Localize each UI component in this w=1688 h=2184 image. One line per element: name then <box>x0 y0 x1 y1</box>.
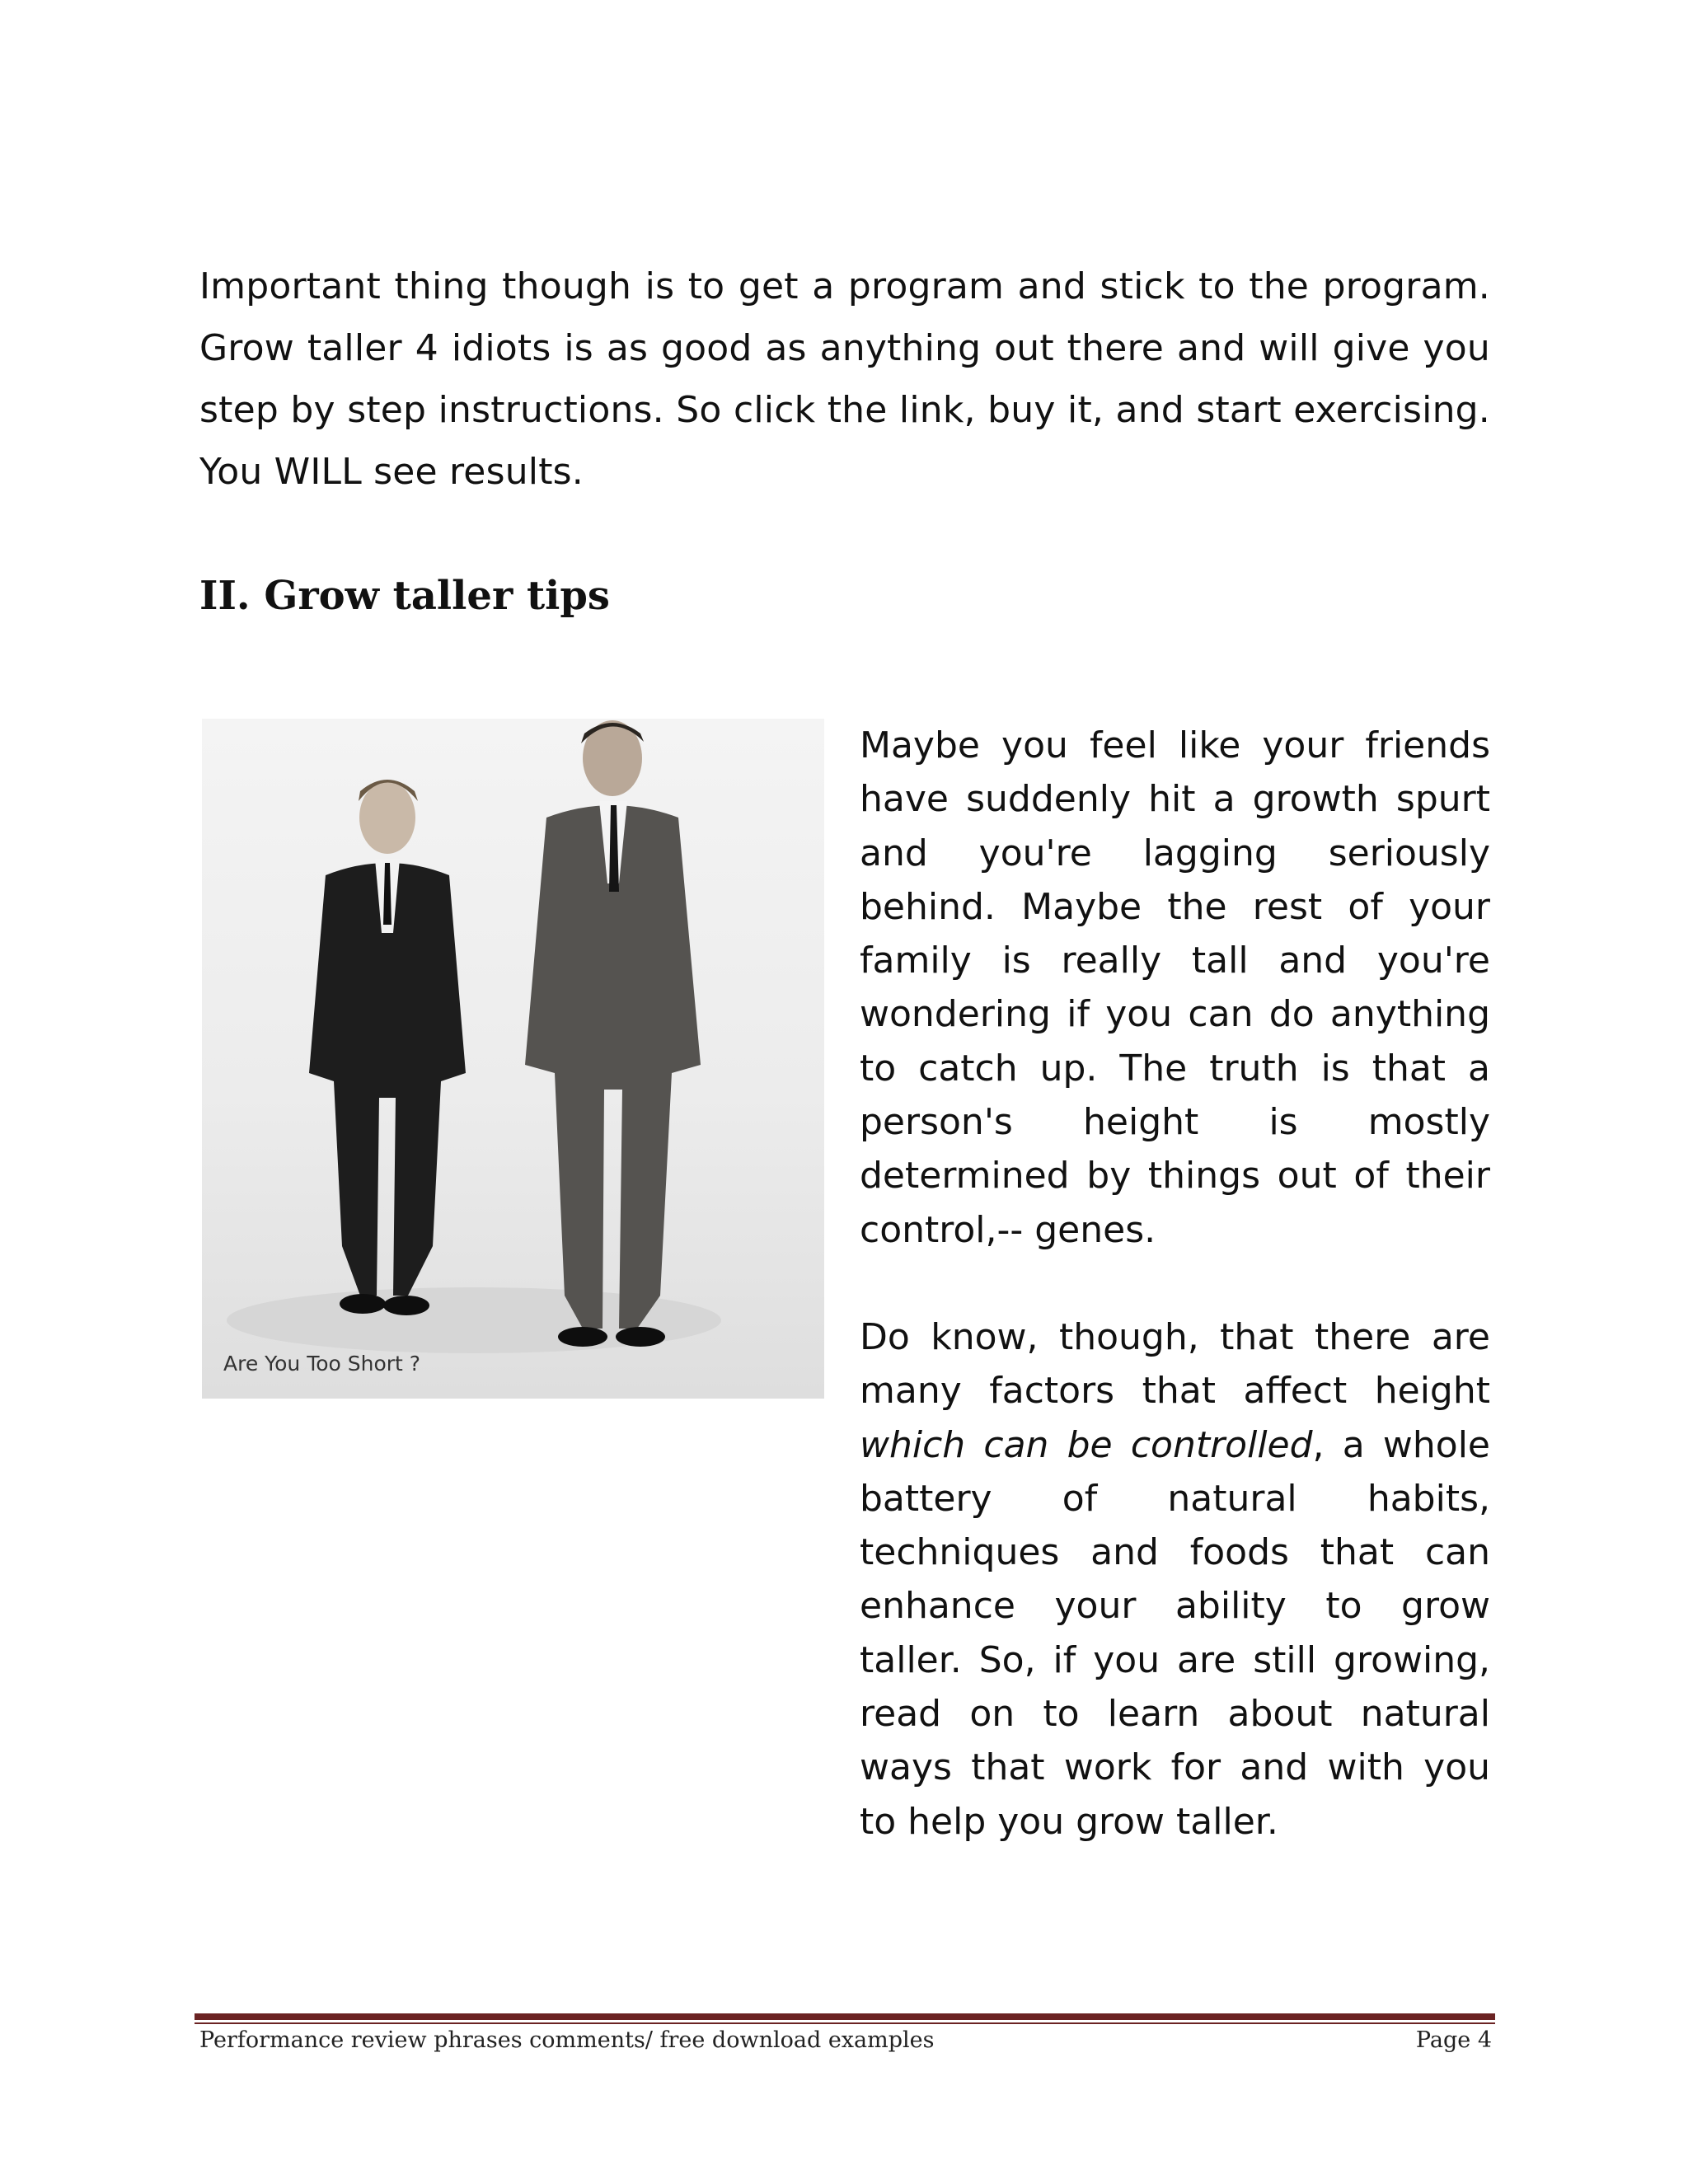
paragraph-2-rest: , a whole battery of natural habits, techniques and foods that can enhance your ability to grow taller. So, if you are still growing, read on to learn about natural ways that work for and with you to help you grow taller. <box>860 1423 1490 1843</box>
section-heading: II. Grow taller tips <box>199 573 610 619</box>
column-paragraph-2 <box>860 1310 1490 1849</box>
footer-rule-thin <box>195 2022 1495 2024</box>
tall-man-figure <box>525 720 701 1347</box>
paragraph-2-lead: Do know, though, that there are many factors that affect height <box>860 1315 1490 1413</box>
footer-title: Performance review phrases comments/ free download examples <box>199 2027 935 2053</box>
short-man-figure <box>309 780 466 1315</box>
photo-illustration <box>202 719 824 1399</box>
two-men-in-suits-photo <box>202 719 824 1399</box>
column-paragraph-1: Maybe you feel like your friends have suddenly hit a growth spurt and you're lagging seriously behind. Maybe the rest of your family is really tall and you're wondering if you can do anything to catch up. The truth is that a person's height is mostly determined by things out of their control,-- genes. <box>860 724 1490 1251</box>
paragraph-2-italic: which can be controlled <box>860 1423 1313 1466</box>
intro-paragraph: Important thing though is to get a program and stick to the program. Grow taller 4 idiots is as good as anything out there and will give you step by step instructions. So click the link, buy it, and start exercising. You WILL see results. <box>199 265 1490 493</box>
text-column <box>860 719 1490 1849</box>
page-number: Page 4 <box>1415 2027 1492 2053</box>
photo-caption: Are You Too Short ? <box>223 1352 421 1376</box>
footer-rule-thick <box>195 2013 1495 2020</box>
